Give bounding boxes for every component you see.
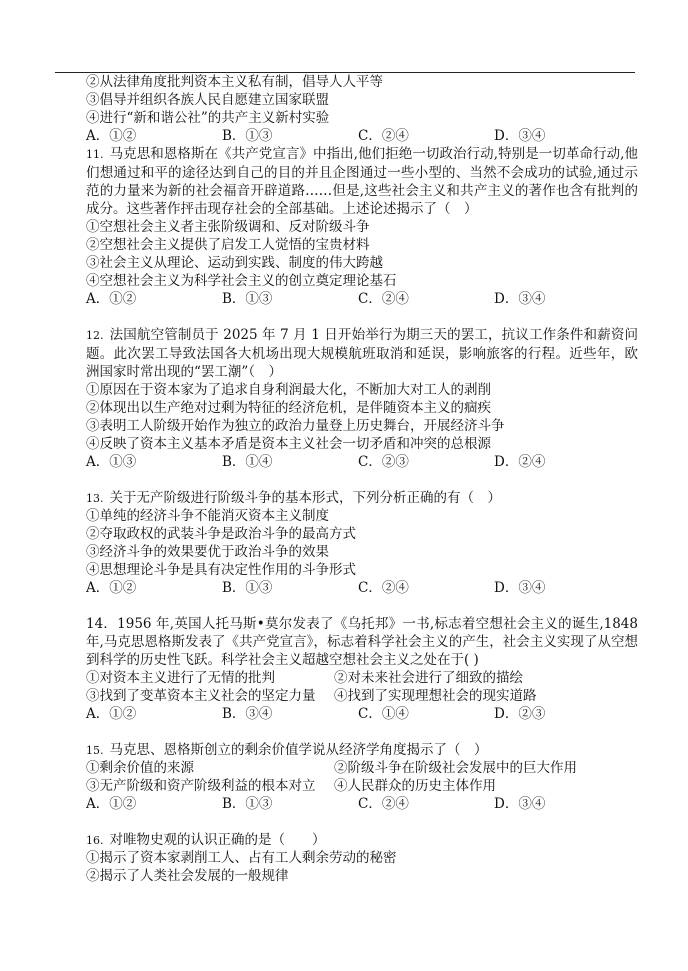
choice-c: C．②④ [358, 291, 409, 307]
option: ②对未来社会进行了细致的描绘 [334, 670, 523, 686]
option: ③经济斗争的效果要优于政治斗争的效果 [86, 544, 329, 560]
answer-choices [86, 705, 638, 723]
question-14 [58, 615, 638, 669]
question-stem [58, 326, 638, 381]
choice-c: C．②④ [358, 128, 409, 144]
option: ②空想社会主义提供了启发工人觉悟的宝贵材料 [86, 237, 370, 253]
question-10-tail [86, 73, 638, 145]
option: ②揭示了人类社会发展的一般规律 [86, 868, 289, 884]
question-number: 11. [86, 148, 104, 161]
question-stem [86, 741, 638, 759]
question-text: 法国航空管制员于 2025 年 7 月 1 日开始举行为期三天的罢工，抗议工作条件和薪资问题。此次罢工导致法国各大机场出现大规模航班取消和延误，影响旅客的行程。近些年，欧洲国家时常出现的“罢工潮”（ ） [86, 327, 638, 380]
choice-a: A．①③ [86, 454, 137, 470]
answer-choices [86, 453, 638, 471]
option-row [86, 777, 638, 795]
choice-c: C．②③ [358, 454, 409, 470]
question-stem [58, 145, 638, 218]
option: ④反映了资本主义基本矛盾是资本主义社会一切矛盾和冲突的总根源 [86, 436, 491, 452]
question-12-options [86, 381, 638, 471]
option-row [86, 669, 638, 687]
option: ①原因在于资本家为了追求自身利润最大化，不断加大对工人的剥削 [86, 382, 491, 398]
question-stem [86, 489, 638, 507]
option: ④人民群众的历史主体作用 [334, 778, 496, 794]
answer-choices [86, 290, 638, 308]
option: ②夺取政权的武装斗争是政治斗争的最高方式 [86, 526, 356, 542]
option: ③找到了变革资本主义社会的坚定力量 [86, 688, 316, 704]
choice-a: A．①② [86, 706, 137, 722]
option: ③倡导并组织各族人民自愿建立国家联盟 [86, 92, 329, 108]
option: ④思想理论斗争是具有决定性作用的斗争形式 [86, 562, 356, 578]
option-row [86, 759, 638, 777]
question-text: 马克思、恩格斯创立的剩余价值学说从经济学角度揭示了（ ） [109, 742, 488, 758]
choice-c: C．①④ [358, 706, 409, 722]
question-11 [58, 145, 638, 218]
question-12 [58, 326, 638, 381]
question-number: 15. [86, 744, 104, 757]
choice-a: A．①② [86, 580, 137, 596]
choice-b: B．①③ [222, 796, 273, 812]
question-number: 16. [86, 834, 104, 847]
option: ②体现出以生产绝对过剩为特征的经济危机，是伴随资本主义的痼疾 [86, 400, 491, 416]
question-number: 12. [86, 329, 104, 342]
option: ①对资本主义进行了无情的批判 [86, 670, 275, 686]
option: ④空想社会主义为科学社会主义的创立奠定理论基石 [86, 273, 397, 289]
question-14-options [86, 669, 638, 723]
option-row [86, 687, 638, 705]
exam-page [86, 73, 638, 885]
option: ①剩余价值的来源 [86, 760, 194, 776]
question-11-options [86, 218, 638, 308]
choice-c: C．②④ [358, 580, 409, 596]
question-text: 14．1956 年,英国人托马斯•莫尔发表了《乌托邦》一书,标志着空想社会主义的诞生,1848 年,马克思恩格斯发表了《共产党宣言》，标志着科学社会主义的产生，社会主义实现了从空想到科学的历史性飞跃。科学社会主义超越空想社会主义之处在于( ) [86, 616, 638, 668]
question-stem [58, 615, 638, 669]
choice-b: B．①③ [222, 128, 273, 144]
answer-choices [86, 579, 638, 597]
choice-c: C．②④ [358, 796, 409, 812]
choice-a: A．①② [86, 796, 137, 812]
option: ③表明工人阶级开始作为独立的政治力量登上历史舞台，开展经济斗争 [86, 418, 505, 434]
choice-a: A．①② [86, 128, 137, 144]
option: ④找到了实现理想社会的现实道路 [334, 688, 537, 704]
choice-d: D．③④ [494, 580, 546, 596]
question-text: 对唯物史观的认识正确的是（ ） [109, 832, 326, 848]
option: ①揭示了资本家剥削工人、占有工人剩余劳动的秘密 [86, 850, 397, 866]
option: ④进行“新和谐公社”的共产主义新村实验 [86, 110, 330, 126]
question-13 [86, 489, 638, 597]
choice-b: B．①④ [222, 454, 273, 470]
option: ③社会主义从理论、运动到实践、制度的伟大跨越 [86, 255, 383, 271]
choice-b: B．①③ [222, 580, 273, 596]
choice-d: D．③④ [494, 291, 546, 307]
choice-d: D．③④ [494, 128, 546, 144]
option: ②阶级斗争在阶级社会发展中的巨大作用 [334, 760, 577, 776]
question-number: 13. [86, 492, 104, 505]
option: ②从法律角度批判资本主义私有制，倡导人人平等 [86, 74, 383, 90]
answer-choices [86, 795, 638, 813]
choice-d: D．③④ [494, 796, 546, 812]
option: ①单纯的经济斗争不能消灭资本主义制度 [86, 508, 329, 524]
choice-d: D．②④ [494, 454, 546, 470]
question-15 [86, 741, 638, 813]
choice-a: A．①② [86, 291, 137, 307]
answer-choices [86, 127, 638, 145]
option: ③无产阶级和资产阶级利益的根本对立 [86, 778, 316, 794]
choice-b: B．①③ [222, 291, 273, 307]
choice-b: B．③④ [222, 706, 273, 722]
question-stem [86, 831, 638, 849]
question-text: 关于无产阶级进行阶级斗争的基本形式，下列分析正确的有（ ） [109, 490, 501, 506]
option: ①空想社会主义者主张阶级调和、反对阶级斗争 [86, 219, 370, 235]
choice-d: D．②③ [494, 706, 546, 722]
question-text: 马克思和恩格斯在《共产党宣言》中指出,他们拒绝一切政治行动,特别是一切革命行动,他们想通过和平的途径达到自己的目的并且企图通过一些小型的、当然不会成功的试验,通过示范的力量来为新的社会福音开辟道路……但是,这些社会主义和共产主义的著作也含有批判的成分。这些著作抨击现存社会的全部基础。上述论述揭示了（ ） [86, 146, 638, 217]
question-16 [86, 831, 638, 885]
